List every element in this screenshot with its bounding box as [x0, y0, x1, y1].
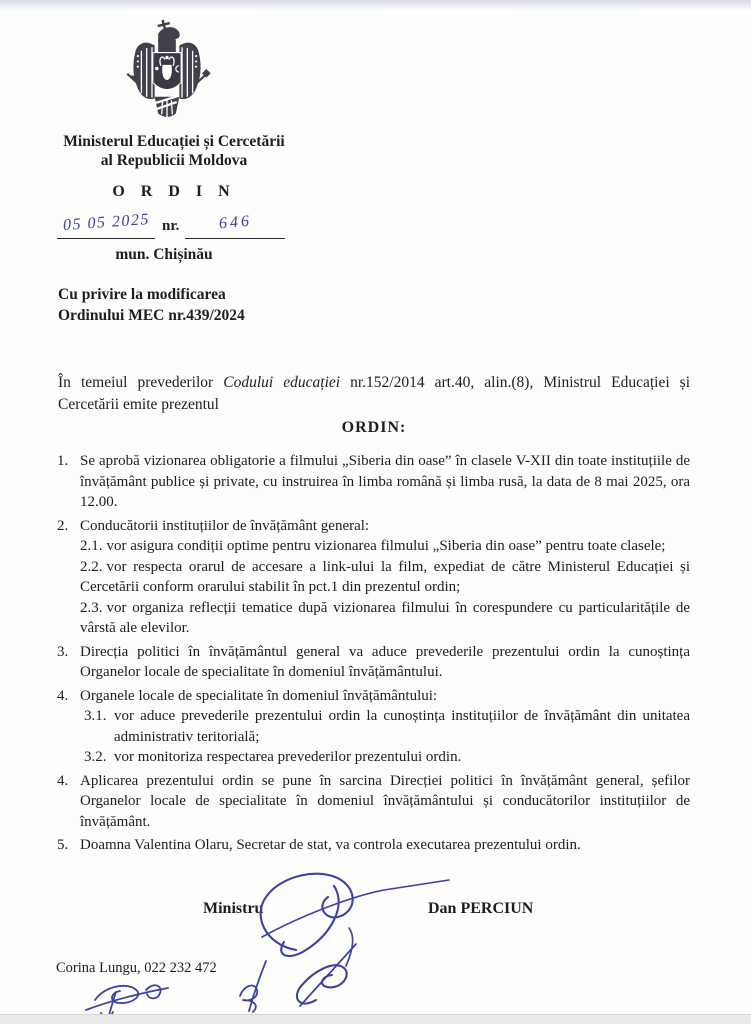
sub-item-2-3 [80, 598, 690, 639]
item-lead: Organele locale de specialitate în domeniul învățământului: [80, 687, 438, 704]
law-title-italic: Codului educației [223, 373, 341, 391]
item-number: 4. [57, 687, 69, 704]
sub-item-label: 3.2. [84, 749, 107, 765]
scan-artifact-top-edge [0, 0, 751, 10]
number-blank-line [185, 208, 285, 239]
order-section-heading: ORDIN: [341, 419, 407, 436]
item-text: Aplicarea prezentului ordin se pune în sarcina Direcției politici în învățământ general, șefilor Organelor locale de specialitate în domeniul învățământului și conducătorilor instituțiilor de învățământ. [80, 772, 690, 830]
handwritten-date: 05 05 2025 [61, 210, 150, 235]
item-lead: Conducătorii instituțiilor de învățământ general: [80, 517, 370, 534]
star [165, 56, 168, 59]
preamble-end: nr.152/2014 art.40, alin.(8), Ministrul Educației și Cercetării emite prezentul [58, 373, 691, 413]
initials-signature-icon [240, 961, 266, 1012]
moldova-coat-of-arms-icon [114, 18, 220, 126]
nr-label: nr. [162, 218, 180, 234]
document-type-title: O R D I N [112, 183, 236, 200]
sub-item-text: vor asigura condiții optime pentru vizionarea filmului „Siberia din oase” pentru toate clasele; [106, 538, 666, 554]
ministry-name-line2: al Republicii Moldova [100, 152, 248, 169]
issuing-city: mun. Chișinău [115, 246, 213, 263]
sub-item-label: 2.2. [80, 558, 103, 575]
item-number: 4. [57, 772, 69, 789]
sub-item-2-2 [80, 557, 690, 598]
order-items-list [57, 451, 690, 859]
sub-item-text: vor aduce prevederile prezentului ordin la cunoștința instituțiilor de învățământ din unitatea administrativ teritorială; [114, 708, 690, 745]
order-item-1 [57, 451, 690, 513]
rose [155, 67, 159, 71]
item-text [80, 516, 690, 639]
item-number: 3. [57, 643, 69, 660]
preamble-start: În temeiul prevederilor [58, 373, 214, 391]
item-number: 1. [57, 453, 69, 469]
order-item-2 [57, 516, 690, 639]
secondary-flourish-signature-icon [297, 928, 356, 1006]
signer-role-label: Ministru [203, 900, 264, 917]
sub-item-text: vor respecta orarul de accesare a link-ului la film, expediat de către Ministerul Educației și Cercetării conform orarului stabilit în pct.1 din prezentul ordin; [80, 558, 690, 595]
preamble-paragraph [58, 372, 690, 417]
sub-item-3-1 [80, 706, 690, 747]
sub-item-2-1 [80, 536, 690, 557]
order-item-4 [57, 686, 690, 768]
item-text [80, 686, 690, 768]
sub-item-text: vor monitoriza respectarea prevederilor prezentului ordin. [114, 749, 462, 765]
sub-item-label: 2.1. [80, 538, 103, 554]
header-block [42, 132, 306, 201]
order-item-3 [57, 642, 690, 683]
item-number: 5. [57, 837, 69, 853]
item-text: Se aprobă vizionarea obligatorie a filmului „Siberia din oase” în clasele V-XII din toate instituțiile de învățământ publice și private, cu instruirea în limba română și limba rusă, la data de 8 mai 2025, ora 12.00. [80, 453, 690, 510]
contact-person-footer: Corina Lungu, 022 232 472 [56, 960, 217, 976]
sub-item-text: vor organiza reflecții tematice după vizionarea filmului în corespundere cu particularitățile de vârstă ale elevilor. [80, 599, 690, 636]
handwritten-order-number: 646 [218, 212, 253, 233]
item-text: Doamna Valentina Olaru, Secretar de stat, va controla executarea prezentului ordin. [80, 837, 581, 853]
subject-line2: Ordinului MEC nr.439/2024 [58, 307, 245, 324]
order-item-5 [57, 835, 690, 856]
minister-signature-icon [261, 874, 449, 956]
subject-line1: Cu privire la modificarea [58, 286, 226, 303]
sub-item-label: 3.1. [84, 708, 107, 724]
sub-item-label: 2.3. [80, 599, 103, 616]
signer-name: Dan PERCIUN [428, 900, 534, 917]
subject-block [58, 284, 458, 326]
ministry-name-line1: Ministerul Educației și Cercetării [63, 133, 285, 150]
date-blank-line [57, 208, 155, 239]
date-and-number-row [57, 208, 357, 240]
item-text: Direcția politici în învățământul general va aduce prevederile prezentului ordin la cunoștința Organelor locale de specialitate în domeniul învățământului. [80, 643, 690, 680]
scan-artifact-bottom-edge [0, 1014, 751, 1024]
sub-item-3-2 [80, 747, 690, 768]
order-item-4b [57, 771, 690, 833]
item-number: 2. [57, 517, 69, 534]
